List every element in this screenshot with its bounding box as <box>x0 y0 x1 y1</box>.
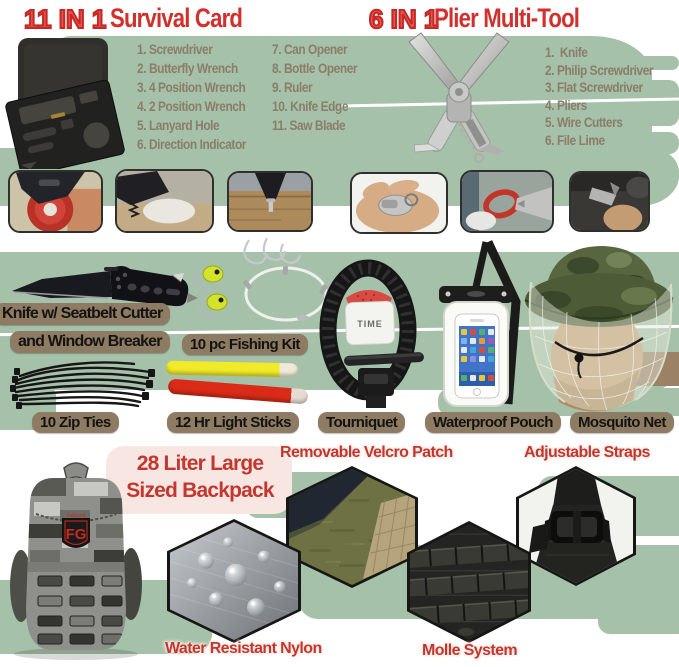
tourniquet-photo <box>316 254 426 414</box>
plier-title: Plier Multi-Tool <box>434 3 580 33</box>
card-badge: 11 IN 1 <box>24 4 107 34</box>
fishing-kit-photo <box>183 236 335 336</box>
backpack-logo-brand: Falkland <box>66 513 86 519</box>
feature-item: 6. File Lime <box>545 131 605 148</box>
adjustable-straps-label: Adjustable Straps <box>524 444 650 461</box>
card-title: Survival Card <box>110 3 243 33</box>
feature-item: 9. Ruler <box>272 79 313 95</box>
molle-system-label: Molle System <box>422 642 518 659</box>
feature-item: 5. Wire Cutters <box>545 114 623 130</box>
backpack-title-line1: 28 Liter Large <box>136 452 264 475</box>
zip-ties-label: 10 Zip Ties <box>32 412 119 433</box>
feature-item: 1. Screwdriver <box>137 41 213 57</box>
feature-item: 2. Butterfly Wrench <box>137 60 238 76</box>
knife-label-line2: and Window Breaker <box>10 331 170 353</box>
velcro-patch-label: Removable Velcro Patch <box>280 444 453 461</box>
knife-label-line1: Knife w/ Seatbelt Cutter <box>0 303 170 325</box>
waterproof-pouch-photo <box>426 240 536 418</box>
feature-item: 3. 4 Position Wrench <box>137 79 246 95</box>
photo-plier-cutting <box>460 170 554 233</box>
molle-system-hexagon-photo <box>407 521 531 643</box>
feature-item: 11. Saw Blade <box>272 117 346 133</box>
fishing-kit-label: 10 pc Fishing Kit <box>182 334 308 355</box>
feature-item: 4. 2 Position Wrench <box>137 98 246 114</box>
feature-item: 8. Bottle Opener <box>272 60 358 76</box>
tourniquet-band-text: TIME <box>357 319 383 329</box>
backpack-logo-initials: FG <box>65 526 87 543</box>
photo-plier-in-palm <box>350 172 448 234</box>
feature-item: 7. Can Opener <box>272 41 348 57</box>
backpack-title-line2: Sized Backpack <box>126 479 274 502</box>
photo-card-bottle-opener <box>8 170 103 233</box>
plier-badge: 6 IN 1 <box>369 4 439 34</box>
mosquito-net-label: Mosquito Net <box>570 412 674 433</box>
photo-card-screwdriver <box>227 171 313 232</box>
plier-multitool-photo <box>383 30 535 166</box>
feature-item: 3. Flat Screwdriver <box>545 79 643 95</box>
mosquito-net-photo <box>523 236 679 414</box>
feature-item: 4. Pliers <box>545 96 587 113</box>
zip-ties-photo <box>8 354 158 416</box>
light-stick-yellow <box>166 361 298 378</box>
waterproof-pouch-label: Waterproof Pouch <box>425 412 561 433</box>
photo-card-saw-blade <box>115 169 214 233</box>
tourniquet-label: Tourniquet <box>318 412 405 433</box>
plier-feature-list <box>545 44 653 149</box>
feature-item: 2. Philip Screwdriver <box>545 61 654 78</box>
card-feature-list-col1 <box>137 40 246 154</box>
survival-card-photo <box>2 34 132 169</box>
feature-item: 1. Knife <box>545 44 588 60</box>
water-resistant-nylon-label: Water Resistant Nylon <box>165 640 322 657</box>
feature-item: 6. Direction Indicator <box>137 136 247 152</box>
light-sticks-label: 12 Hr Light Sticks <box>167 412 299 433</box>
card-feature-list-col2 <box>272 40 357 135</box>
feature-item: 10. Knife Edge <box>272 98 349 114</box>
photo-plier-in-use-dark <box>569 171 650 232</box>
feature-item: 5. Lanyard Hole <box>137 117 220 133</box>
